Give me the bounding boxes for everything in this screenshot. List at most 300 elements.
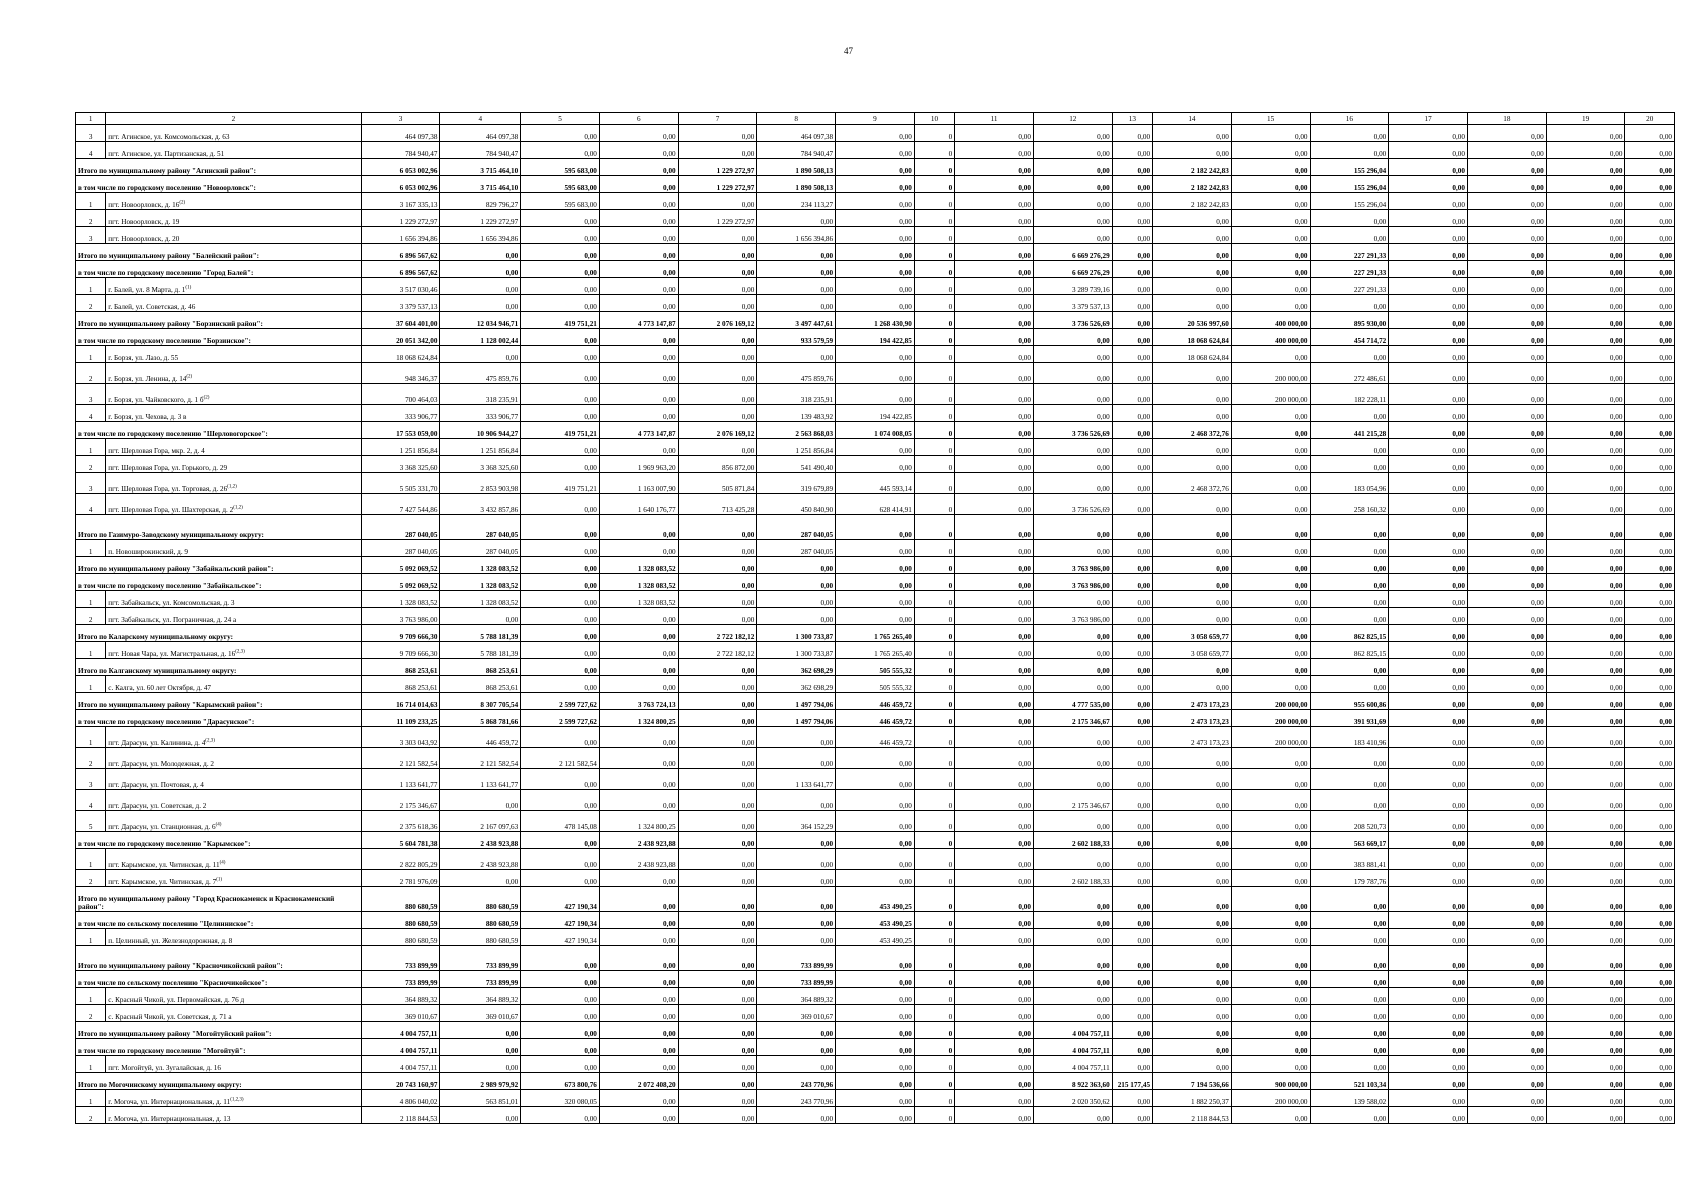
value-cell-col-3: 5 092 069,52 — [361, 574, 440, 591]
value-cell-col-9: 0,00 — [836, 227, 915, 244]
value-cell-col-9: 0,00 — [836, 1005, 915, 1022]
value-cell-col-9: 0,00 — [836, 244, 915, 261]
value-cell-col-9: 445 593,14 — [836, 473, 915, 494]
address-cell — [106, 193, 361, 210]
value-cell-col-9: 0,00 — [836, 988, 915, 1005]
value-cell-col-19: 0,00 — [1546, 210, 1625, 227]
value-cell-col-13: 0,00 — [1112, 422, 1152, 439]
address-text: пгт. Дарасун, ул. Молодежная, д. 2 — [108, 760, 215, 768]
value-cell-col-20: 0,00 — [1625, 790, 1675, 811]
value-cell-col-12: 0,00 — [1033, 849, 1112, 870]
value-cell-col-4: 475 859,76 — [440, 363, 521, 384]
address-cell — [106, 405, 361, 422]
value-cell-col-20: 0,00 — [1625, 1073, 1675, 1090]
value-cell-col-6: 4 773 147,87 — [599, 312, 678, 329]
value-cell-col-7: 0,00 — [678, 540, 757, 557]
value-cell-col-16: 0,00 — [1310, 1056, 1389, 1073]
value-cell-col-4: 0,00 — [440, 1056, 521, 1073]
value-cell-col-12: 4 004 757,11 — [1033, 1022, 1112, 1039]
value-cell-col-16: 955 600,86 — [1310, 693, 1389, 710]
row-number: 3 — [76, 384, 106, 405]
value-cell-col-4: 868 253,61 — [440, 676, 521, 693]
value-cell-col-3: 20 743 160,97 — [361, 1073, 440, 1090]
value-cell-col-8: 464 097,38 — [757, 125, 836, 142]
value-cell-col-8: 0,00 — [757, 574, 836, 591]
value-cell-col-8: 0,00 — [757, 887, 836, 912]
value-cell-col-3: 7 427 544,86 — [361, 494, 440, 515]
value-cell-col-20: 0,00 — [1625, 473, 1675, 494]
value-cell-col-3: 5 092 069,52 — [361, 557, 440, 574]
total-row — [76, 887, 1675, 912]
value-cell-col-17: 0,00 — [1389, 261, 1468, 278]
value-cell-col-13: 0,00 — [1112, 193, 1152, 210]
value-cell-col-11: 0,00 — [955, 346, 1034, 363]
value-cell-col-8: 0,00 — [757, 295, 836, 312]
value-cell-col-17: 0,00 — [1389, 769, 1468, 790]
value-cell-col-15: 0,00 — [1231, 473, 1310, 494]
value-cell-col-5: 0,00 — [521, 642, 600, 659]
value-cell-col-15: 200 000,00 — [1231, 363, 1310, 384]
value-cell-col-4: 0,00 — [440, 1107, 521, 1124]
row-number: 1 — [76, 193, 106, 210]
value-cell-col-16: 208 520,73 — [1310, 811, 1389, 832]
value-cell-col-9: 0,00 — [836, 346, 915, 363]
value-cell-col-19: 0,00 — [1546, 193, 1625, 210]
value-cell-col-17: 0,00 — [1389, 710, 1468, 727]
value-cell-col-12: 0,00 — [1033, 591, 1112, 608]
value-cell-col-19: 0,00 — [1546, 748, 1625, 769]
value-cell-col-10: 0 — [914, 811, 954, 832]
value-cell-col-14: 0,00 — [1153, 278, 1232, 295]
footnote-mark: (1,2) — [233, 505, 243, 511]
value-cell-col-19: 0,00 — [1546, 693, 1625, 710]
value-cell-col-11: 0,00 — [955, 405, 1034, 422]
value-cell-col-19: 0,00 — [1546, 1056, 1625, 1073]
value-cell-col-16: 139 588,02 — [1310, 1090, 1389, 1107]
row-label: Итого по муниципальному району "Город Краснокаменск и Краснокаменский район": — [76, 887, 362, 912]
value-cell-col-8: 287 040,05 — [757, 540, 836, 557]
value-cell-col-18: 0,00 — [1467, 748, 1546, 769]
value-cell-col-7: 0,00 — [678, 849, 757, 870]
value-cell-col-20: 0,00 — [1625, 159, 1675, 176]
value-cell-col-6: 0,00 — [599, 261, 678, 278]
value-cell-col-18: 0,00 — [1467, 346, 1546, 363]
total-row — [76, 329, 1675, 346]
address-text: пгт. Агинское, ул. Комсомольская, д. 63 — [108, 133, 230, 141]
value-cell-col-11: 0,00 — [955, 473, 1034, 494]
value-cell-col-15: 0,00 — [1231, 642, 1310, 659]
value-cell-col-12: 0,00 — [1033, 125, 1112, 142]
value-cell-col-3: 464 097,38 — [361, 125, 440, 142]
value-cell-col-14: 0,00 — [1153, 574, 1232, 591]
value-cell-col-11: 0,00 — [955, 125, 1034, 142]
value-cell-col-13: 0,00 — [1112, 540, 1152, 557]
value-cell-col-6: 0,00 — [599, 329, 678, 346]
value-cell-col-9: 0,00 — [836, 1107, 915, 1124]
value-cell-col-13: 0,00 — [1112, 142, 1152, 159]
value-cell-col-12: 0,00 — [1033, 769, 1112, 790]
column-header-18: 18 — [1467, 113, 1546, 125]
table-row — [76, 540, 1675, 557]
address-cell — [106, 676, 361, 693]
value-cell-col-3: 4 806 040,02 — [361, 1090, 440, 1107]
total-row — [76, 946, 1675, 971]
value-cell-col-9: 0,00 — [836, 849, 915, 870]
address-cell — [106, 1090, 361, 1107]
value-cell-col-7: 1 229 272,97 — [678, 210, 757, 227]
row-number: 1 — [76, 346, 106, 363]
value-cell-col-4: 2 989 979,92 — [440, 1073, 521, 1090]
table-row — [76, 227, 1675, 244]
value-cell-col-4: 1 229 272,97 — [440, 210, 521, 227]
value-cell-col-14: 0,00 — [1153, 295, 1232, 312]
value-cell-col-20: 0,00 — [1625, 912, 1675, 929]
value-cell-col-11: 0,00 — [955, 422, 1034, 439]
value-cell-col-9: 446 459,72 — [836, 710, 915, 727]
row-label: в том числе по городскому поселению "Борзинское": — [76, 329, 362, 346]
value-cell-col-18: 0,00 — [1467, 727, 1546, 748]
value-cell-col-14: 0,00 — [1153, 540, 1232, 557]
value-cell-col-3: 700 464,03 — [361, 384, 440, 405]
value-cell-col-6: 1 328 083,52 — [599, 574, 678, 591]
value-cell-col-6: 0,00 — [599, 887, 678, 912]
row-label: в том числе по городскому поселению "Новоорловск": — [76, 176, 362, 193]
value-cell-col-16: 0,00 — [1310, 946, 1389, 971]
value-cell-col-4: 287 040,05 — [440, 540, 521, 557]
address-text: п. Целинный, ул. Железнодорожная, д. 8 — [108, 937, 233, 945]
value-cell-col-5: 427 190,34 — [521, 887, 600, 912]
value-cell-col-14: 3 058 659,77 — [1153, 642, 1232, 659]
value-cell-col-14: 18 068 624,84 — [1153, 346, 1232, 363]
value-cell-col-9: 0,00 — [836, 1056, 915, 1073]
value-cell-col-6: 0,00 — [599, 176, 678, 193]
total-row — [76, 422, 1675, 439]
value-cell-col-12: 0,00 — [1033, 363, 1112, 384]
value-cell-col-9: 0,00 — [836, 210, 915, 227]
value-cell-col-19: 0,00 — [1546, 1073, 1625, 1090]
value-cell-col-19: 0,00 — [1546, 346, 1625, 363]
row-number: 1 — [76, 988, 106, 1005]
value-cell-col-16: 183 410,96 — [1310, 727, 1389, 748]
footnote-mark: (4) — [219, 860, 226, 866]
row-label: в том числе по сельскому поселению "Целинниское": — [76, 912, 362, 929]
value-cell-col-16: 0,00 — [1310, 659, 1389, 676]
value-cell-col-6: 0,00 — [599, 790, 678, 811]
value-cell-col-18: 0,00 — [1467, 1022, 1546, 1039]
value-cell-col-8: 0,00 — [757, 929, 836, 946]
value-cell-col-13: 0,00 — [1112, 811, 1152, 832]
value-cell-col-13: 0,00 — [1112, 1005, 1152, 1022]
value-cell-col-12: 3 379 537,13 — [1033, 295, 1112, 312]
value-cell-col-15: 0,00 — [1231, 346, 1310, 363]
value-cell-col-15: 400 000,00 — [1231, 312, 1310, 329]
value-cell-col-11: 0,00 — [955, 929, 1034, 946]
value-cell-col-6: 0,00 — [599, 1022, 678, 1039]
value-cell-col-17: 0,00 — [1389, 456, 1468, 473]
column-header-4: 4 — [440, 113, 521, 125]
value-cell-col-10: 0 — [914, 642, 954, 659]
value-cell-col-6: 1 324 800,25 — [599, 710, 678, 727]
value-cell-col-6: 1 969 963,20 — [599, 456, 678, 473]
address-text: пгт. Новоорловск, д. 20 — [108, 235, 180, 243]
value-cell-col-8: 0,00 — [757, 210, 836, 227]
row-label: Итого по муниципальному району "Агинский район": — [76, 159, 362, 176]
value-cell-col-4: 0,00 — [440, 295, 521, 312]
value-cell-col-10: 0 — [914, 946, 954, 971]
value-cell-col-11: 0,00 — [955, 811, 1034, 832]
value-cell-col-12: 0,00 — [1033, 227, 1112, 244]
value-cell-col-15: 0,00 — [1231, 849, 1310, 870]
value-cell-col-8: 0,00 — [757, 244, 836, 261]
value-cell-col-5: 0,00 — [521, 227, 600, 244]
value-cell-col-6: 0,00 — [599, 676, 678, 693]
value-cell-col-11: 0,00 — [955, 849, 1034, 870]
value-cell-col-7: 0,00 — [678, 887, 757, 912]
value-cell-col-14: 0,00 — [1153, 1022, 1232, 1039]
value-cell-col-7: 2 076 169,12 — [678, 312, 757, 329]
value-cell-col-19: 0,00 — [1546, 439, 1625, 456]
value-cell-col-14: 0,00 — [1153, 384, 1232, 405]
address-cell — [106, 439, 361, 456]
row-number: 4 — [76, 142, 106, 159]
value-cell-col-14: 2 473 173,23 — [1153, 727, 1232, 748]
value-cell-col-18: 0,00 — [1467, 193, 1546, 210]
value-cell-col-6: 0,00 — [599, 278, 678, 295]
row-number: 1 — [76, 676, 106, 693]
value-cell-col-20: 0,00 — [1625, 748, 1675, 769]
value-cell-col-3: 287 040,05 — [361, 515, 440, 540]
value-cell-col-12: 0,00 — [1033, 515, 1112, 540]
value-cell-col-8: 1 656 394,86 — [757, 227, 836, 244]
value-cell-col-17: 0,00 — [1389, 887, 1468, 912]
value-cell-col-17: 0,00 — [1389, 176, 1468, 193]
value-cell-col-17: 0,00 — [1389, 659, 1468, 676]
value-cell-col-4: 0,00 — [440, 261, 521, 278]
value-cell-col-15: 0,00 — [1231, 142, 1310, 159]
value-cell-col-12: 3 736 526,69 — [1033, 422, 1112, 439]
value-cell-col-13: 0,00 — [1112, 676, 1152, 693]
value-cell-col-15: 200 000,00 — [1231, 1090, 1310, 1107]
row-number: 1 — [76, 849, 106, 870]
value-cell-col-13: 0,00 — [1112, 929, 1152, 946]
value-cell-col-7: 0,00 — [678, 363, 757, 384]
address-text: пгт. Новоорловск, д. 16 — [108, 201, 180, 209]
value-cell-col-14: 2 182 242,83 — [1153, 159, 1232, 176]
value-cell-col-20: 0,00 — [1625, 329, 1675, 346]
address-text: пгт. Карымское, ул. Читинская, д. 7 — [108, 878, 217, 886]
value-cell-col-10: 0 — [914, 832, 954, 849]
value-cell-col-18: 0,00 — [1467, 642, 1546, 659]
value-cell-col-13: 0,00 — [1112, 659, 1152, 676]
value-cell-col-19: 0,00 — [1546, 832, 1625, 849]
value-cell-col-14: 0,00 — [1153, 557, 1232, 574]
value-cell-col-3: 3 368 325,60 — [361, 456, 440, 473]
column-header-10: 10 — [914, 113, 954, 125]
value-cell-col-7: 0,00 — [678, 125, 757, 142]
value-cell-col-10: 0 — [914, 557, 954, 574]
value-cell-col-17: 0,00 — [1389, 515, 1468, 540]
value-cell-col-4: 2 121 582,54 — [440, 748, 521, 769]
value-cell-col-11: 0,00 — [955, 363, 1034, 384]
value-cell-col-14: 20 536 997,60 — [1153, 312, 1232, 329]
value-cell-col-16: 0,00 — [1310, 1005, 1389, 1022]
value-cell-col-4: 1 328 083,52 — [440, 557, 521, 574]
value-cell-col-20: 0,00 — [1625, 210, 1675, 227]
value-cell-col-11: 0,00 — [955, 574, 1034, 591]
value-cell-col-19: 0,00 — [1546, 811, 1625, 832]
row-number: 3 — [76, 473, 106, 494]
value-cell-col-16: 227 291,33 — [1310, 278, 1389, 295]
value-cell-col-14: 0,00 — [1153, 971, 1232, 988]
value-cell-col-10: 0 — [914, 295, 954, 312]
value-cell-col-13: 0,00 — [1112, 727, 1152, 748]
value-cell-col-16: 0,00 — [1310, 125, 1389, 142]
value-cell-col-19: 0,00 — [1546, 1107, 1625, 1124]
value-cell-col-9: 0,00 — [836, 946, 915, 971]
value-cell-col-3: 733 899,99 — [361, 971, 440, 988]
value-cell-col-6: 0,00 — [599, 210, 678, 227]
table-row — [76, 1056, 1675, 1073]
value-cell-col-7: 0,00 — [678, 790, 757, 811]
value-cell-col-12: 0,00 — [1033, 676, 1112, 693]
value-cell-col-7: 0,00 — [678, 1056, 757, 1073]
value-cell-col-18: 0,00 — [1467, 363, 1546, 384]
value-cell-col-16: 155 296,04 — [1310, 159, 1389, 176]
value-cell-col-9: 0,00 — [836, 811, 915, 832]
value-cell-col-14: 0,00 — [1153, 748, 1232, 769]
value-cell-col-20: 0,00 — [1625, 591, 1675, 608]
value-cell-col-4: 3 715 464,10 — [440, 176, 521, 193]
value-cell-col-19: 0,00 — [1546, 363, 1625, 384]
column-header-17: 17 — [1389, 113, 1468, 125]
table-row — [76, 676, 1675, 693]
value-cell-col-20: 0,00 — [1625, 971, 1675, 988]
value-cell-col-19: 0,00 — [1546, 176, 1625, 193]
value-cell-col-19: 0,00 — [1546, 473, 1625, 494]
address-cell — [106, 642, 361, 659]
value-cell-col-4: 2 853 903,98 — [440, 473, 521, 494]
value-cell-col-13: 0,00 — [1112, 971, 1152, 988]
value-cell-col-20: 0,00 — [1625, 1039, 1675, 1056]
value-cell-col-5: 419 751,21 — [521, 422, 600, 439]
value-cell-col-3: 333 906,77 — [361, 405, 440, 422]
value-cell-col-15: 200 000,00 — [1231, 384, 1310, 405]
value-cell-col-11: 0,00 — [955, 1056, 1034, 1073]
value-cell-col-3: 3 303 043,92 — [361, 727, 440, 748]
footnote-mark: (4) — [215, 822, 222, 828]
address-text: пгт. Забайкальск, ул. Пограничная, д. 24 а — [108, 616, 237, 624]
value-cell-col-8: 0,00 — [757, 1056, 836, 1073]
value-cell-col-8: 1 251 856,84 — [757, 439, 836, 456]
value-cell-col-8: 0,00 — [757, 278, 836, 295]
value-cell-col-5: 0,00 — [521, 329, 600, 346]
value-cell-col-3: 37 604 401,00 — [361, 312, 440, 329]
value-cell-col-17: 0,00 — [1389, 1039, 1468, 1056]
value-cell-col-17: 0,00 — [1389, 1073, 1468, 1090]
total-row — [76, 1039, 1675, 1056]
value-cell-col-13: 0,00 — [1112, 1090, 1152, 1107]
value-cell-col-15: 200 000,00 — [1231, 710, 1310, 727]
value-cell-col-7: 0,00 — [678, 439, 757, 456]
value-cell-col-10: 0 — [914, 329, 954, 346]
value-cell-col-15: 0,00 — [1231, 210, 1310, 227]
value-cell-col-9: 0,00 — [836, 261, 915, 278]
value-cell-col-7: 0,00 — [678, 946, 757, 971]
value-cell-col-4: 10 906 944,27 — [440, 422, 521, 439]
value-cell-col-17: 0,00 — [1389, 912, 1468, 929]
value-cell-col-7: 0,00 — [678, 244, 757, 261]
value-cell-col-9: 0,00 — [836, 125, 915, 142]
value-cell-col-7: 2 722 182,12 — [678, 625, 757, 642]
total-row — [76, 574, 1675, 591]
value-cell-col-12: 0,00 — [1033, 540, 1112, 557]
value-cell-col-5: 0,00 — [521, 515, 600, 540]
table-row — [76, 439, 1675, 456]
value-cell-col-5: 0,00 — [521, 676, 600, 693]
value-cell-col-14: 0,00 — [1153, 1005, 1232, 1022]
value-cell-col-3: 17 553 059,00 — [361, 422, 440, 439]
address-cell — [106, 494, 361, 515]
row-label: Итого по муниципальному району "Балейский район": — [76, 244, 362, 261]
column-header-15: 15 — [1231, 113, 1310, 125]
value-cell-col-16: 391 931,69 — [1310, 710, 1389, 727]
value-cell-col-10: 0 — [914, 125, 954, 142]
value-cell-col-6: 3 763 724,13 — [599, 693, 678, 710]
value-cell-col-4: 0,00 — [440, 244, 521, 261]
value-cell-col-19: 0,00 — [1546, 790, 1625, 811]
value-cell-col-3: 6 896 567,62 — [361, 244, 440, 261]
footnote-mark: (1) — [185, 285, 192, 291]
value-cell-col-6: 0,00 — [599, 988, 678, 1005]
value-cell-col-12: 0,00 — [1033, 946, 1112, 971]
value-cell-col-9: 628 414,91 — [836, 494, 915, 515]
table-row — [76, 278, 1675, 295]
value-cell-col-6: 0,00 — [599, 727, 678, 748]
value-cell-col-14: 0,00 — [1153, 439, 1232, 456]
value-cell-col-3: 9 709 666,30 — [361, 625, 440, 642]
value-cell-col-4: 12 034 946,71 — [440, 312, 521, 329]
value-cell-col-16: 155 296,04 — [1310, 176, 1389, 193]
value-cell-col-18: 0,00 — [1467, 769, 1546, 790]
value-cell-col-6: 0,00 — [599, 142, 678, 159]
value-cell-col-14: 1 882 250,37 — [1153, 1090, 1232, 1107]
value-cell-col-13: 0,00 — [1112, 608, 1152, 625]
address-cell — [106, 278, 361, 295]
value-cell-col-10: 0 — [914, 625, 954, 642]
value-cell-col-11: 0,00 — [955, 608, 1034, 625]
value-cell-col-14: 0,00 — [1153, 870, 1232, 887]
value-cell-col-19: 0,00 — [1546, 1039, 1625, 1056]
value-cell-col-14: 0,00 — [1153, 591, 1232, 608]
value-cell-col-19: 0,00 — [1546, 591, 1625, 608]
value-cell-col-5: 2 599 727,62 — [521, 710, 600, 727]
value-cell-col-18: 0,00 — [1467, 929, 1546, 946]
value-cell-col-11: 0,00 — [955, 1090, 1034, 1107]
value-cell-col-7: 0,00 — [678, 515, 757, 540]
value-cell-col-19: 0,00 — [1546, 676, 1625, 693]
value-cell-col-13: 0,00 — [1112, 295, 1152, 312]
value-cell-col-13: 0,00 — [1112, 494, 1152, 515]
value-cell-col-15: 0,00 — [1231, 988, 1310, 1005]
total-row — [76, 515, 1675, 540]
value-cell-col-10: 0 — [914, 659, 954, 676]
value-cell-col-9: 1 074 008,05 — [836, 422, 915, 439]
value-cell-col-19: 0,00 — [1546, 515, 1625, 540]
value-cell-col-8: 733 899,99 — [757, 946, 836, 971]
value-cell-col-15: 0,00 — [1231, 261, 1310, 278]
value-cell-col-5: 2 121 582,54 — [521, 748, 600, 769]
value-cell-col-20: 0,00 — [1625, 363, 1675, 384]
